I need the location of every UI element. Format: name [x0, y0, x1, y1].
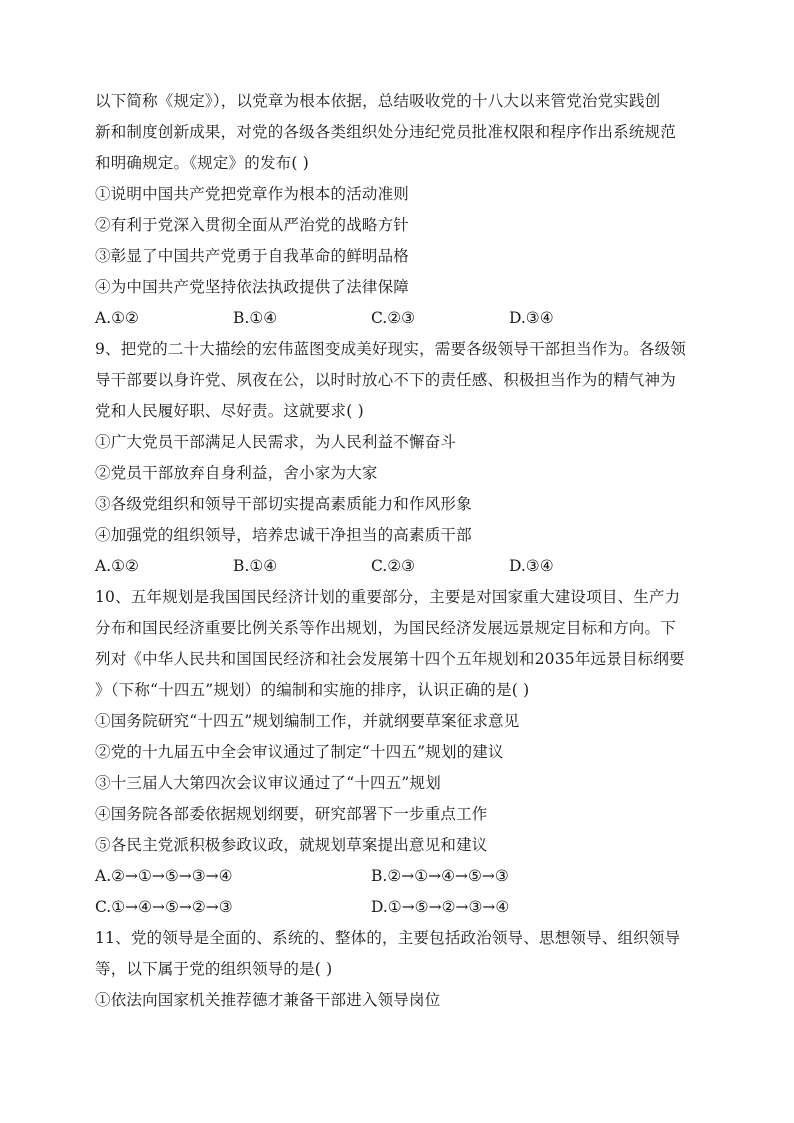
option-b: B.②→①→④→⑤→③ [371, 867, 509, 885]
question-stem-line: 分布和国民经济重要比例关系等作出规划，为国民经济发展远景规定目标和方向。下 [95, 619, 676, 637]
document-page [95, 86, 705, 1016]
question-11 [95, 923, 705, 1016]
question-8 [95, 86, 705, 334]
statement-item: ③十三届人大第四次会议审议通过了“十四五”规划 [95, 774, 441, 792]
statement-item: ③彰显了中国共产党勇于自我革命的鲜明品格 [95, 247, 410, 265]
option-c: C.②③ [371, 557, 416, 575]
statement-item: ⑤各民主党派积极参政议政，就规划草案提出意见和建议 [95, 836, 488, 854]
statement-item: ②党的十九届五中全会审议通过了制定“十四五”规划的建议 [95, 743, 504, 761]
option-b: B.①④ [233, 557, 278, 575]
question-9 [95, 334, 705, 582]
statement-item: ①依法向国家机关推荐德才兼备干部进入领导岗位 [95, 991, 441, 1009]
option-d: D.③④ [509, 309, 554, 327]
statement-item: ②党员干部放弃自身利益，舍小家为大家 [95, 464, 378, 482]
option-a: A.②→①→⑤→③→④ [95, 867, 233, 885]
statement-item: ①说明中国共产党把党章作为根本的活动准则 [95, 185, 410, 203]
answer-options [95, 551, 705, 582]
question-stem-line: 新和制度创新成果，对党的各级各类组织处分违纪党员批准权限和程序作出系统规范 [95, 123, 676, 141]
option-c: C.①→④→⑤→②→③ [95, 898, 233, 916]
question-stem-line: 11、党的领导是全面的、系统的、整体的，主要包括政治领导、思想领导、组织领导 [95, 929, 681, 947]
question-stem-line: 9、把党的二十大描绘的宏伟蓝图变成美好现实，需要各级领导干部担当作为。各级领 [95, 340, 686, 358]
option-d: D.③④ [509, 557, 554, 575]
question-stem-line: 党和人民履好职、尽好责。这就要求( ) [95, 402, 364, 420]
answer-options [95, 861, 705, 892]
question-stem-line: 》（下称“十四五”规划）的编制和实施的排序，认识正确的是( ) [95, 681, 530, 699]
answer-options [95, 892, 705, 923]
option-c: C.②③ [371, 309, 416, 327]
statement-item: ④为中国共产党坚持依法执政提供了法律保障 [95, 278, 410, 296]
question-10 [95, 582, 705, 923]
statement-item: ②有利于党深入贯彻全面从严治党的战略方针 [95, 216, 410, 234]
option-d: D.①→⑤→②→③→④ [371, 898, 510, 916]
statement-item: ①广大党员干部满足人民需求，为人民利益不懈奋斗 [95, 433, 457, 451]
question-stem-line: 和明确规定。《规定》的发布( ) [95, 154, 309, 172]
statement-item: ④国务院各部委依据规划纲要，研究部署下一步重点工作 [95, 805, 488, 823]
question-stem-line: 列对《中华人民共和国国民经济和社会发展第十四个五年规划和2035年远景目标纲要 [95, 650, 685, 668]
question-stem-line: 等，以下属于党的组织领导的是( ) [95, 960, 333, 978]
statement-item: ③各级党组织和领导干部切实提高素质能力和作风形象 [95, 495, 472, 513]
question-stem-line: 以下简称《规定》），以党章为根本依据，总结吸收党的十八大以来管党治党实践创 [95, 92, 661, 110]
statement-item: ①国务院研究“十四五”规划编制工作，并就纲要草案征求意见 [95, 712, 520, 730]
answer-options [95, 303, 705, 334]
option-b: B.①④ [233, 309, 278, 327]
option-a: A.①② [95, 557, 139, 575]
question-stem-line: 10、五年规划是我国国民经济计划的重要部分，主要是对国家重大建设项目、生产力 [95, 588, 681, 606]
option-a: A.①② [95, 309, 139, 327]
question-stem-line: 导干部要以身许党、夙夜在公，以时时放心不下的责任感、积极担当作为的精气神为 [95, 371, 676, 389]
statement-item: ④加强党的组织领导，培养忠诚干净担当的高素质干部 [95, 526, 472, 544]
